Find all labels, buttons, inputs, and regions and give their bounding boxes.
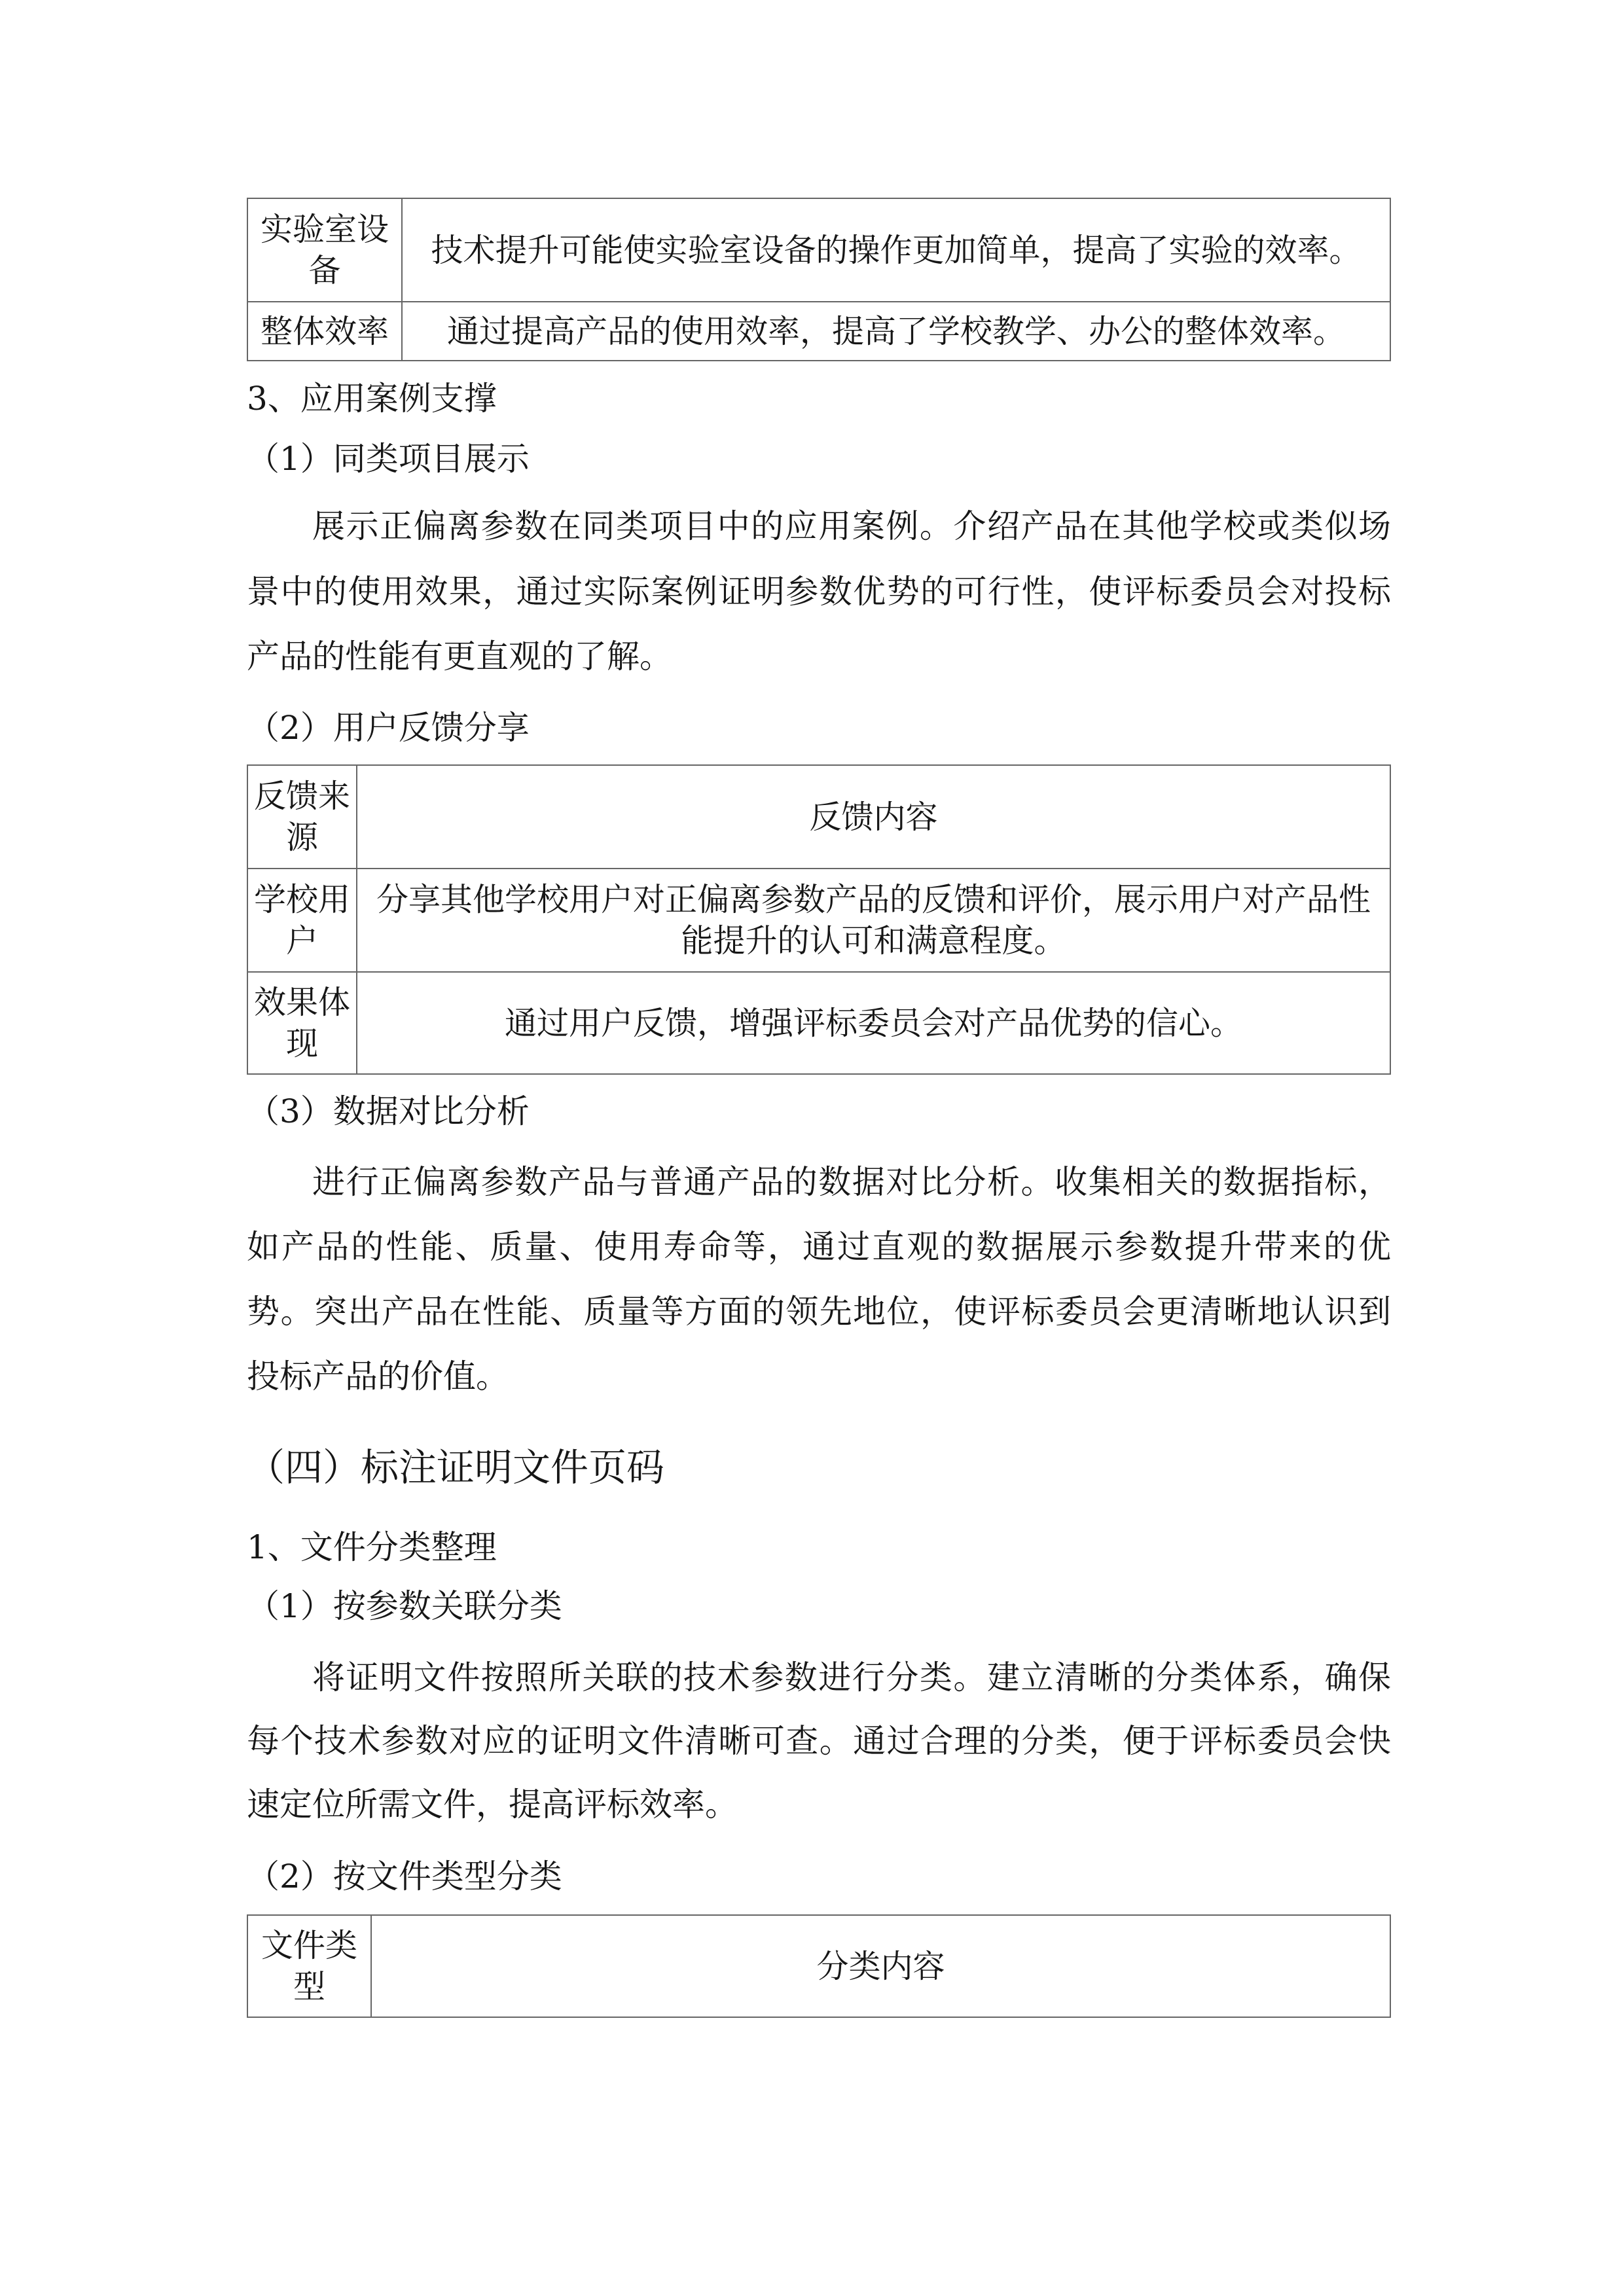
paragraph xyxy=(247,1150,1391,1409)
row-label: 整体效率 xyxy=(247,302,402,361)
header-label: 反馈来源 xyxy=(247,765,357,869)
file-type-table xyxy=(247,1914,1391,2018)
table-header-row xyxy=(247,765,1390,869)
paragraph-line: 投标产品的价值。 xyxy=(247,1357,509,1395)
subsection-title: （2）按文件类型分类 xyxy=(247,1857,562,1895)
paragraph xyxy=(247,494,1391,690)
paragraph-line: 产品的性能有更直观的了解。 xyxy=(247,637,672,675)
part-heading: （四）标注证明文件页码 xyxy=(247,1445,665,1490)
header-label: 文件类型 xyxy=(247,1915,371,2017)
row-label: 效果体现 xyxy=(247,972,357,1074)
table-row xyxy=(247,198,1390,302)
table-row xyxy=(247,869,1390,972)
paragraph-line: 展示正偏离参数在同类项目中的应用案例。介绍产品在其他学校或类似场 xyxy=(312,507,1391,545)
paragraph-line: 景中的使用效果，通过实际案例证明参数优势的可行性，使评标委员会对投标 xyxy=(247,572,1391,611)
row-label: 学校用户 xyxy=(247,869,357,972)
section-title: 1、文件分类整理 xyxy=(247,1528,497,1566)
row-content: 技术提升可能使实验室设备的操作更加简单，提高了实验的效率。 xyxy=(402,198,1390,302)
paragraph-line: 将证明文件按照所关联的技术参数进行分类。建立清晰的分类体系，确保 xyxy=(312,1659,1391,1696)
section-title: 3、应用案例支撑 xyxy=(247,380,497,418)
header-content: 分类内容 xyxy=(371,1915,1390,2017)
row-label: 实验室设备 xyxy=(247,198,402,302)
subsection-title: （1）同类项目展示 xyxy=(247,440,530,478)
subsection-title: （3）数据对比分析 xyxy=(247,1092,530,1130)
paragraph-line: 如产品的性能、质量、使用寿命等，通过直观的数据展示参数提升带来的优 xyxy=(247,1228,1391,1266)
paragraph-line: 速定位所需文件，提高评标效率。 xyxy=(247,1785,738,1823)
row-content: 通过用户反馈，增强评标委员会对产品优势的信心。 xyxy=(357,972,1390,1074)
table-row xyxy=(247,972,1390,1074)
feedback-table xyxy=(247,764,1391,1075)
paragraph-line: 势。突出产品在性能、质量等方面的领先地位，使评标委员会更清晰地认识到 xyxy=(247,1293,1391,1331)
table-header-row xyxy=(247,1915,1390,2017)
paragraph-line: 进行正偏离参数产品与普通产品的数据对比分析。收集相关的数据指标， xyxy=(312,1163,1391,1201)
table-row xyxy=(247,302,1390,361)
subsection-title: （2）用户反馈分享 xyxy=(247,709,530,747)
subsection-title: （1）按参数关联分类 xyxy=(247,1587,562,1625)
row-content: 通过提高产品的使用效率，提高了学校教学、办公的整体效率。 xyxy=(402,302,1390,361)
row-content: 分享其他学校用户对正偏离参数产品的反馈和评价，展示用户对产品性能提升的认可和满意程度。 xyxy=(357,869,1390,972)
paragraph-line: 每个技术参数对应的证明文件清晰可查。通过合理的分类，便于评标委员会快 xyxy=(247,1722,1391,1760)
paragraph xyxy=(247,1646,1391,1837)
header-content: 反馈内容 xyxy=(357,765,1390,869)
efficiency-table xyxy=(247,198,1391,361)
